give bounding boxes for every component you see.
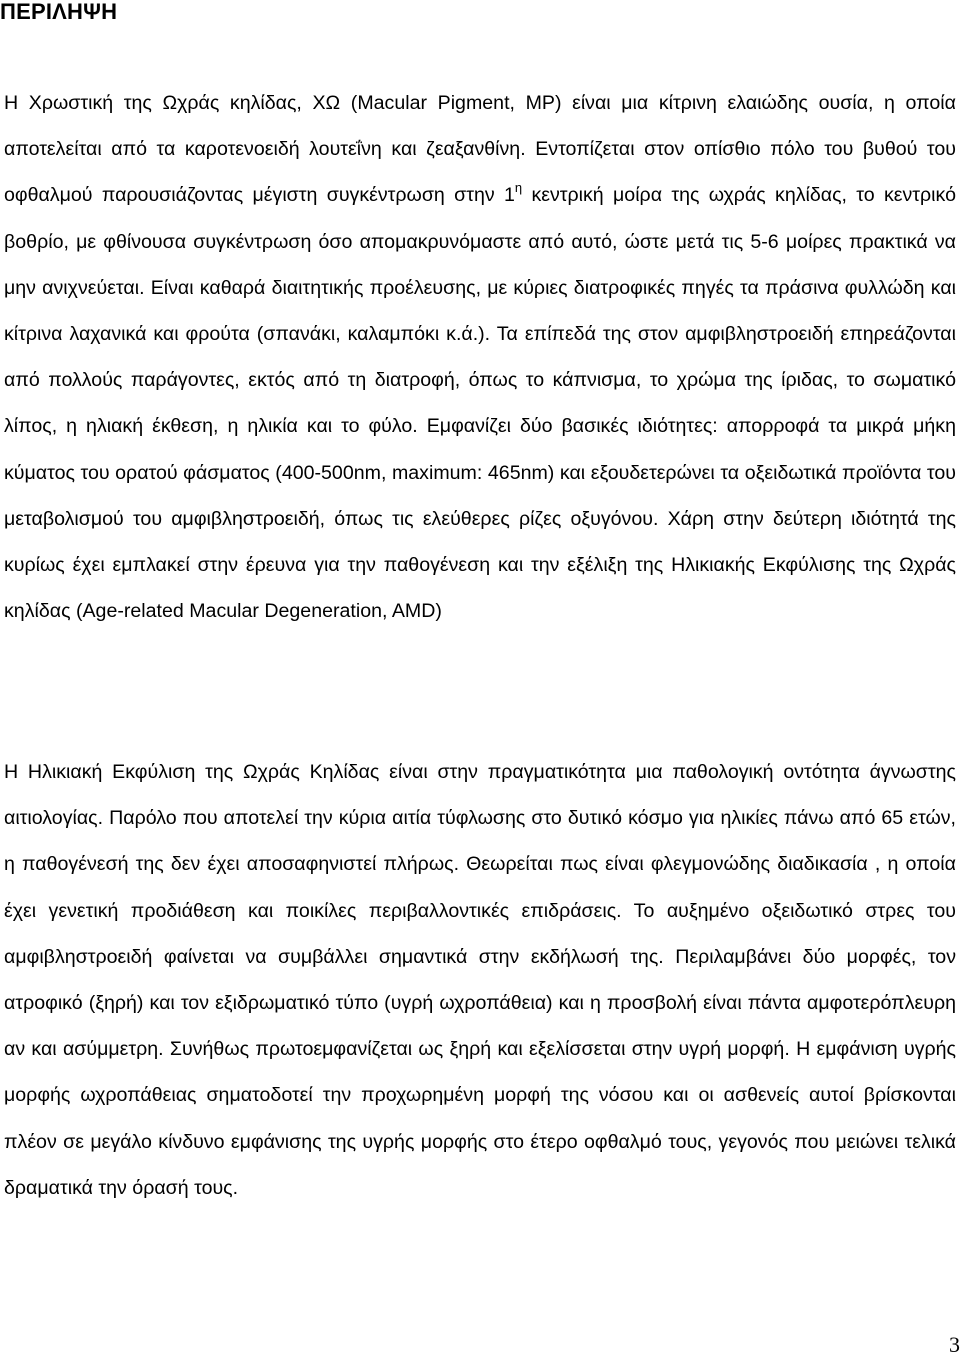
page-heading: ΠΕΡΙΛΗΨΗ: [0, 0, 118, 24]
summary-paragraph-2: Η Ηλικιακή Εκφύλιση της Ωχράς Κηλίδας είναι στην πραγματικότητα μια παθολογική οντότητα άγνωστης αιτιολογίας. Παρόλο που αποτελεί την κύρια αιτία τύφλωσης στο δυτικό κόσμο για ηλικίες πάνω από 65 ετών, η παθογένεσή της δεν έχει αποσαφηνιστεί πλήρως. Θεωρείται πως είναι φλεγμονώδης διαδικασία , η οποία έχει γενετική προδιάθεση και ποικίλες περιβαλλοντικές επιδράσεις. Το αυξημένο οξειδωτικό στρες του αμφιβληστροειδή φαίνεται να συμβάλλει σημαντικά στην εκδήλωσή της. Περιλαμβάνει δύο μορφές, τον ατροφικό (ξηρή) και τον εξιδρωματικό τύπο (υγρή ωχροπάθεια) και η προσβολή είναι πάντα αμφοτερόπλευρη αν και ασύμμετρη. Συνήθως πρωτοεμφανίζεται ως ξηρή και εξελίσσεται στην υγρή μορφή. Η εμφάνιση υγρής μορφής ωχροπάθειας σηματοδοτεί την προχωρημένη μορφή της νόσου και οι ασθενείς αυτοί βρίσκονται πλέον σε μεγάλο κίνδυνο εμφάνισης της υγρής μορφής στο έτερο οφθαλμό τους, γεγονός που μειώνει τελικά δραματικά την όρασή τους.: [4, 761, 956, 1199]
ordinal-superscript: η: [514, 180, 523, 196]
summary-paragraph-1: [4, 80, 956, 634]
paragraph-1-text-end: κεντρική μοίρα της ωχράς κηλίδας, το κεντρικό βοθρίο, με φθίνουσα συγκέντρωση όσο απομακρυνόμαστε από αυτό, ώστε μετά τις 5-6 μοίρες πρακτικά να μην ανιχνεύεται. Είναι καθαρά διαιτητικής προέλευσης, με κύριες διατροφικές πηγές τα πράσινα φυλλώδη και κίτρινα λαχανικά και φρούτα (σπανάκι, καλαμπόκι κ.ά.). Τα επίπεδά της στον αμφιβληστροειδή επηρεάζονται από πολλούς παράγοντες, εκτός από τη διατροφή, όπως το κάπνισμα, το χρώμα της ίριδας, το σωματικό λίπος, η ηλιακή έκθεση, η ηλικία και το φύλο. Εμφανίζει δύο βασικές ιδιότητες: απορροφά τα μικρά μήκη κύματος του ορατού φάσματος (400-500nm, maximum: 465nm) και εξουδετερώνει τα οξειδωτικά προϊόντα του μεταβολισμού του αμφιβληστροειδή, όπως τις ελεύθερες ρίζες οξυγόνου. Χάρη στην δεύτερη ιδιότητά της κυρίως έχει εμπλακεί στην έρευνα για την παθογένεση και την εξέλιξη της Ηλικιακής Εκφύλισης της Ωχράς κηλίδας (Age-related Macular Degeneration, AMD): [4, 184, 956, 623]
paragraph-1-text-start: Η Χρωστική της Ωχράς κηλίδας, ΧΩ (Macular Pigment, MP) είναι μια κίτρινη ελαιώδης ουσία, η οποία αποτελείται από τα καροτενοειδή λουτεΐνη και ζεαξανθίνη. Εντοπίζεται στον οπίσθιο πόλο του βυθού του οφθαλμού παρουσιάζοντας μέγιστη συγκέντρωση στην 1: [4, 92, 956, 207]
page-number: 3: [949, 1332, 960, 1357]
